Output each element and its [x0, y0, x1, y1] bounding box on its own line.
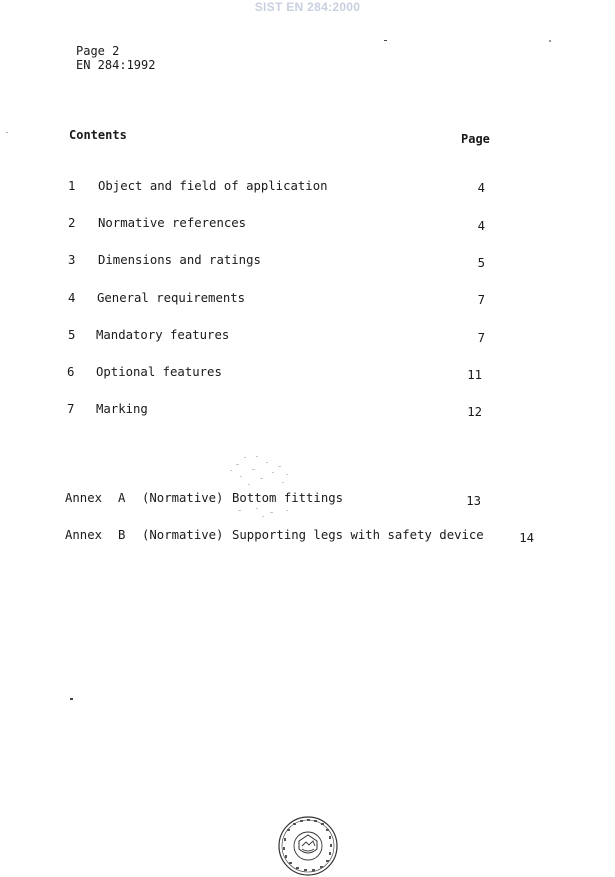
toc-number: 6 [67, 365, 75, 379]
toc-title: Dimensions and ratings [98, 253, 261, 267]
page-column-heading: Page [461, 132, 490, 146]
toc-title: Object and field of application [98, 179, 328, 193]
toc-number: 1 [68, 179, 76, 193]
toc-title: Mandatory features [96, 328, 230, 342]
toc-number: 3 [68, 253, 76, 267]
toc-page: 4 [477, 219, 485, 233]
annex-title: Supporting legs with safety device [232, 528, 484, 542]
watermark: SIST EN 284:2000 [254, 0, 361, 14]
toc-number: 5 [68, 328, 76, 342]
toc-number: 7 [67, 402, 75, 416]
toc-number: 2 [68, 216, 76, 230]
toc-page: 7 [477, 293, 485, 307]
show-through-noise [226, 452, 306, 522]
annex-page: 13 [466, 494, 481, 508]
toc-title: Optional features [96, 365, 222, 379]
toc-page: 12 [467, 405, 482, 419]
annex-letter: A [118, 491, 126, 505]
annex-page: 14 [519, 531, 534, 545]
standard-id: EN 284:1992 [76, 58, 156, 72]
toc-page: 4 [477, 181, 485, 195]
scan-speck [549, 40, 551, 42]
annex-type: (Normative) [142, 491, 224, 505]
toc-title: Marking [96, 402, 148, 416]
annex-type: (Normative) [142, 528, 224, 542]
annex-label: Annex [65, 528, 103, 542]
toc-title: General requirements [97, 291, 246, 305]
scan-speck [70, 698, 73, 700]
annex-letter: B [118, 528, 126, 542]
toc-number: 4 [68, 291, 76, 305]
toc-title: Normative references [98, 216, 247, 230]
contents-heading: Contents [69, 128, 127, 142]
toc-page: 5 [477, 256, 485, 270]
annex-label: Annex [65, 491, 103, 505]
scan-speck [384, 40, 387, 41]
toc-page: 7 [477, 331, 485, 345]
page-number: Page 2 [76, 44, 120, 58]
official-seal-stamp [277, 815, 339, 877]
toc-page: 11 [467, 368, 482, 382]
annex-title: Bottom fittings [232, 491, 344, 505]
scan-speck [6, 132, 8, 133]
